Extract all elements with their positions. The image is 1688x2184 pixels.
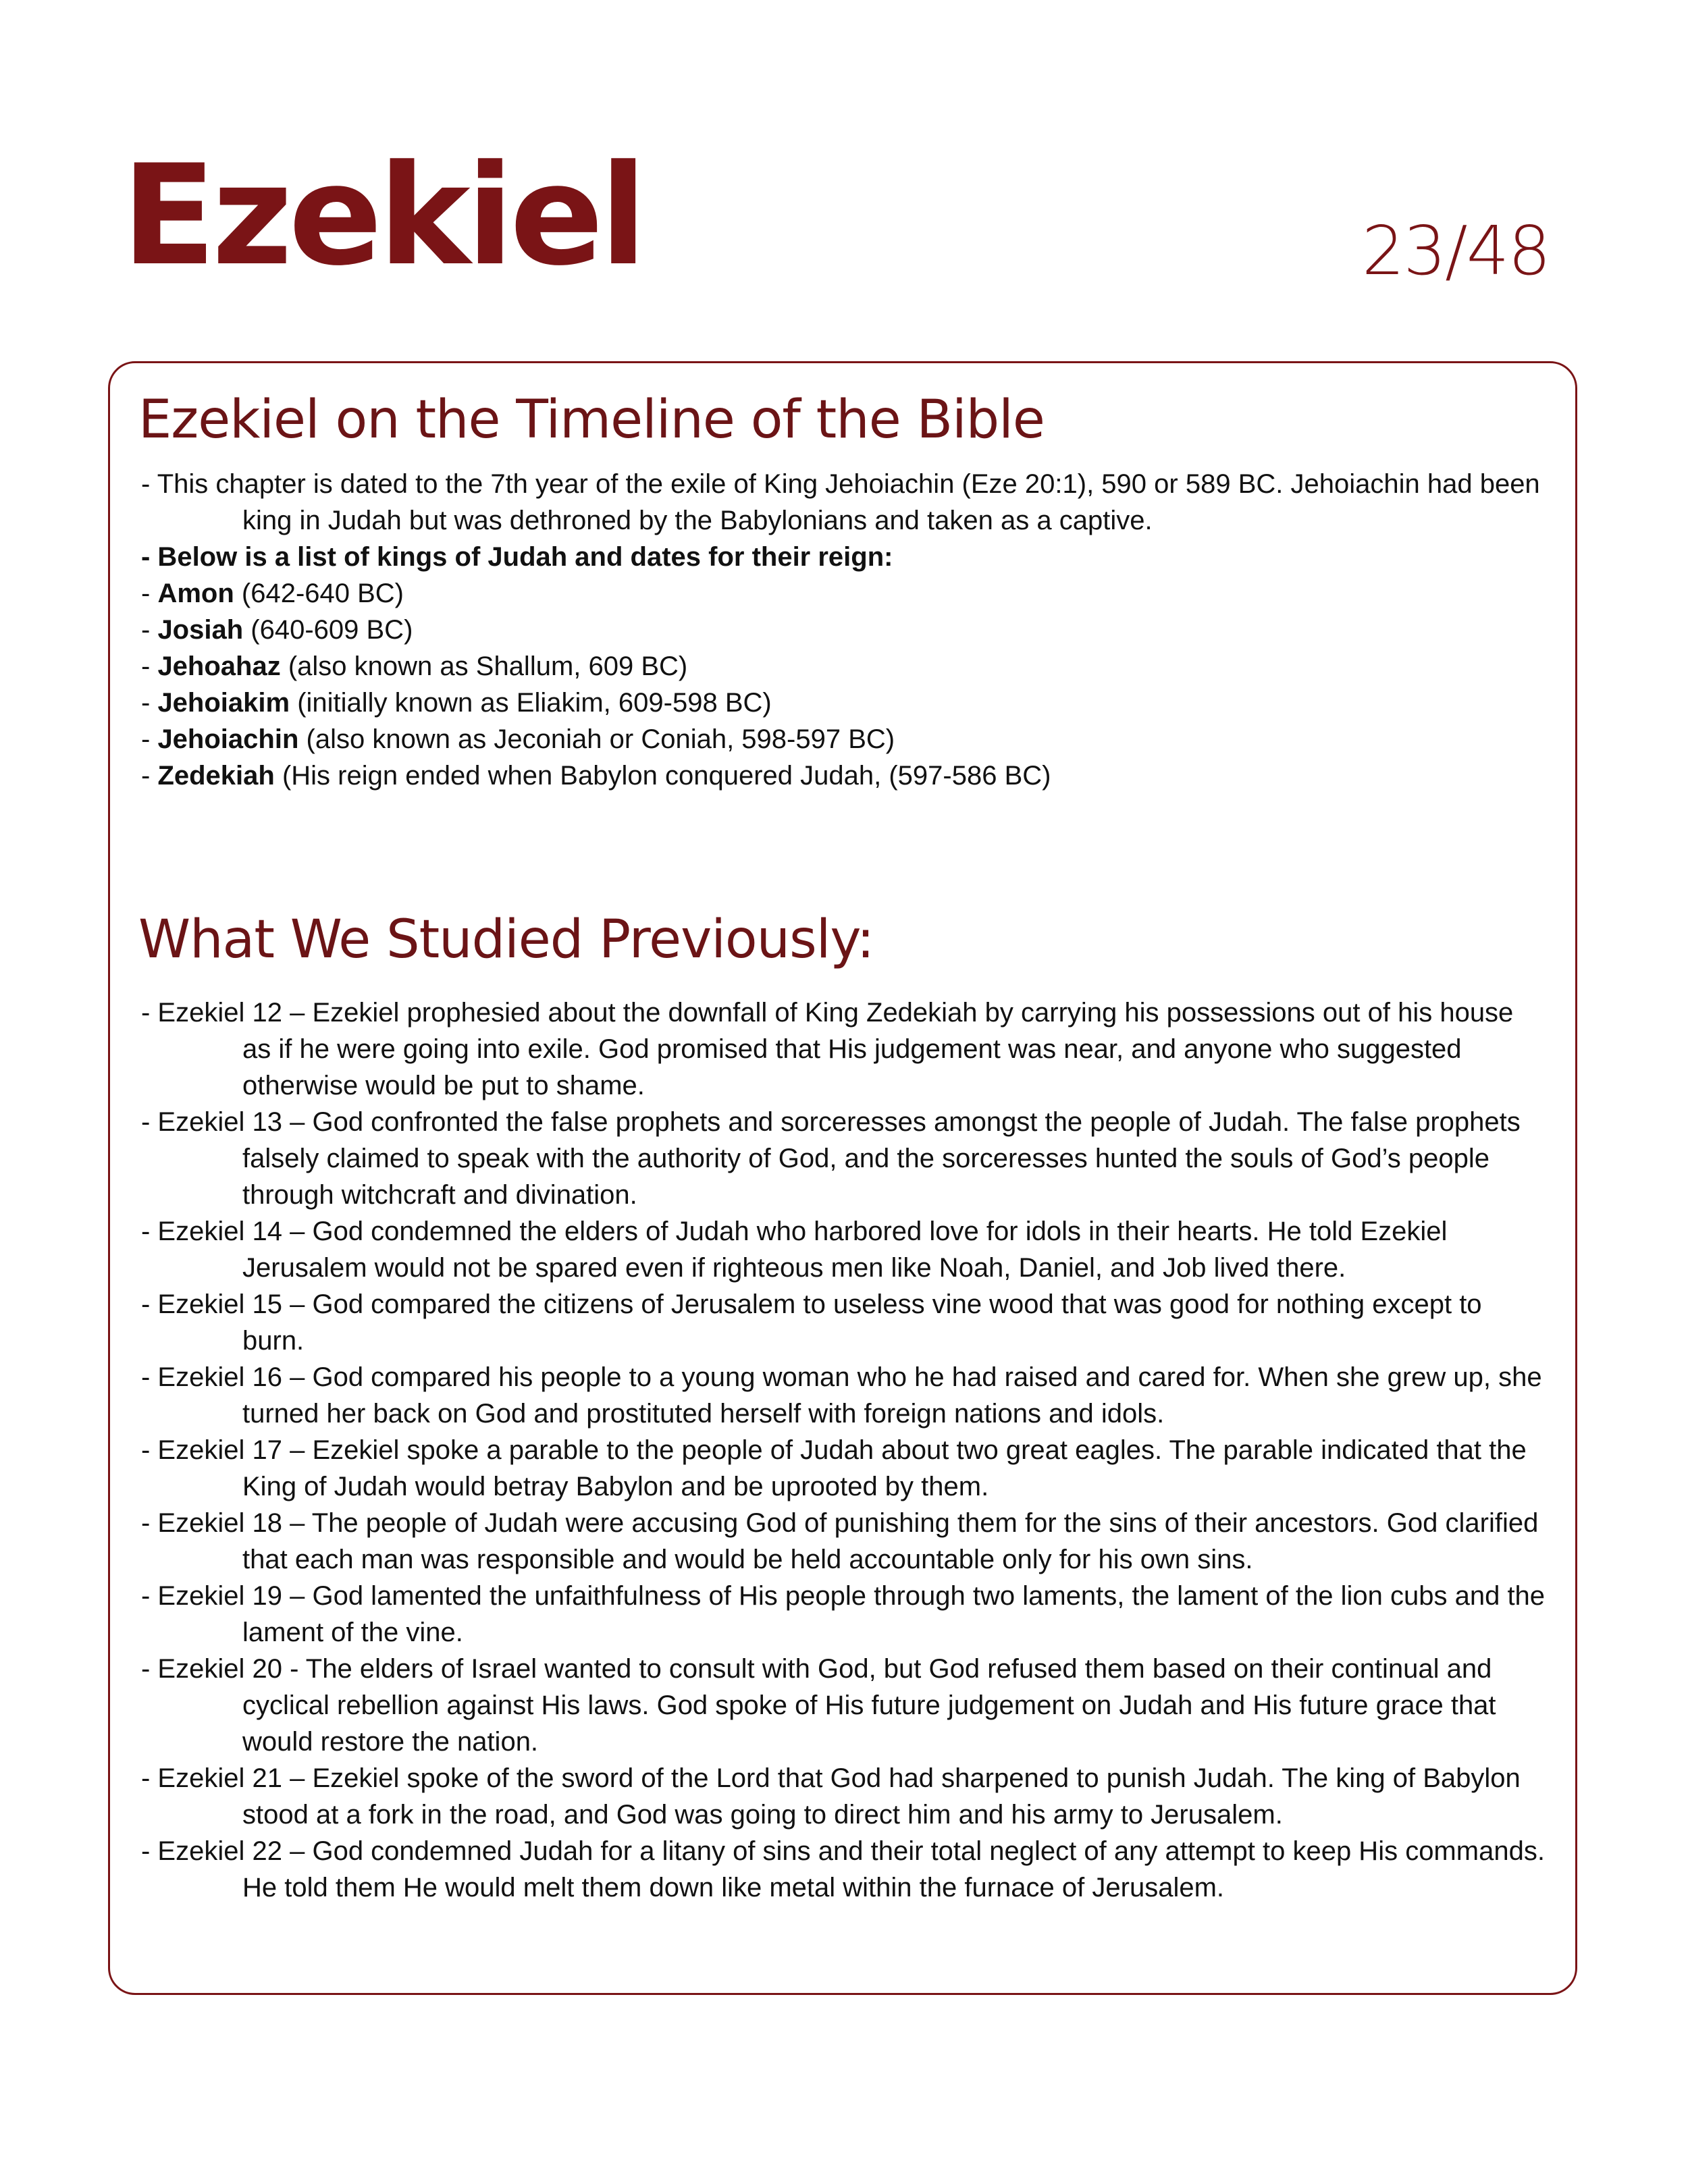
king-item: - Amon (642-640 BC) [141, 579, 404, 608]
list-item: - Ezekiel 14 – God condemned the elders of Judah who harbored love for idols in their hearts. He told Ezekiel Jerusalem would not be spared even if righteous men like Noah, Daniel, and Job lived there. [141, 1217, 1448, 1283]
page-title: Ezekiel [122, 136, 643, 296]
king-name: Amon [157, 579, 234, 608]
list-item: - Ezekiel 19 – God lamented the unfaithfulness of His people through two laments, the lament of the lion cubs and the lament of the vine. [141, 1581, 1546, 1647]
king-name: Jehoiakim [157, 688, 290, 718]
king-item: - Jehoiachin (also known as Jeconiah or Coniah, 598-597 BC) [141, 724, 895, 754]
previous-list [141, 994, 1546, 1906]
list-item: - Ezekiel 16 – God compared his people to a young woman who he had raised and cared for. When she grew up, she turned her back on God and prostituted herself with foreign nations and idols. [141, 1362, 1542, 1429]
timeline-heading: Ezekiel on the Timeline of the Bible [138, 390, 1045, 450]
list-item: - Ezekiel 22 – God condemned Judah for a litany of sins and their total neglect of any attempt to keep His commands. He told them He would melt them down like metal within the furnace of Jerusalem. [141, 1836, 1545, 1902]
list-item: - Ezekiel 21 – Ezekiel spoke of the sword of the Lord that God had sharpened to punish Judah. The king of Babylon stood at a fork in the road, and God was going to direct him and his army to Jerusalem. [141, 1763, 1521, 1830]
king-item: - Zedekiah (His reign ended when Babylon conquered Judah, (597-586 BC) [141, 761, 1051, 791]
king-item: - Jehoahaz (also known as Shallum, 609 BC) [141, 651, 688, 681]
timeline-list [141, 466, 1546, 794]
timeline-intro: - This chapter is dated to the 7th year of the exile of King Jehoiachin (Eze 20:1), 590 or 589 BC. Jehoiachin had been king in Judah but was dethroned by the Babylonians and taken as a captive. [141, 469, 1540, 535]
king-info: (also known as Shallum, 609 BC) [280, 651, 688, 681]
kings-list-intro: - Below is a list of kings of Judah and dates for their reign: [141, 542, 893, 572]
king-info: (642-640 BC) [234, 579, 404, 608]
list-item: - Ezekiel 15 – God compared the citizens of Jerusalem to useless vine wood that was good for nothing except to burn. [141, 1289, 1482, 1356]
king-name: Jehoiachin [157, 724, 299, 754]
king-info: (His reign ended when Babylon conquered Judah, (597-586 BC) [274, 761, 1051, 791]
king-name: Josiah [157, 615, 244, 645]
list-item: - Ezekiel 12 – Ezekiel prophesied about the downfall of King Zedekiah by carrying his possessions out of his house as if he were going into exile. God promised that His judgement was near, and anyone who suggested otherwise would be put to shame. [141, 998, 1514, 1100]
king-name: Jehoahaz [157, 651, 281, 681]
king-info: (also known as Jeconiah or Coniah, 598-597 BC) [298, 724, 895, 754]
king-item: - Jehoiakim (initially known as Eliakim, 609-598 BC) [141, 688, 772, 718]
previous-heading: What We Studied Previously: [138, 909, 874, 970]
list-item: - Ezekiel 18 – The people of Judah were accusing God of punishing them for the sins of their ancestors. God clarified that each man was responsible and would be held accountable only for his own sins. [141, 1508, 1539, 1574]
list-item: - Ezekiel 17 – Ezekiel spoke a parable to the people of Judah about two great eagles. The parable indicated that the King of Judah would betray Babylon and be uprooted by them. [141, 1435, 1527, 1501]
content-panel [108, 361, 1577, 1995]
list-item: - Ezekiel 20 - The elders of Israel wanted to consult with God, but God refused them based on their continual and cyclical rebellion against His laws. God spoke of His future judgement on Judah and His future grace that would restore the nation. [141, 1654, 1496, 1757]
king-item: - Josiah (640-609 BC) [141, 615, 413, 645]
king-info: (initially known as Eliakim, 609-598 BC) [290, 688, 772, 718]
king-info: (640-609 BC) [243, 615, 413, 645]
king-name: Zedekiah [157, 761, 275, 791]
page-number: 23/48 [1361, 211, 1550, 290]
list-item: - Ezekiel 13 – God confronted the false prophets and sorceresses amongst the people of Judah. The false prophets falsely claimed to speak with the authority of God, and the sorceresses hunted the souls of God’s people through witchcraft and divination. [141, 1107, 1521, 1210]
